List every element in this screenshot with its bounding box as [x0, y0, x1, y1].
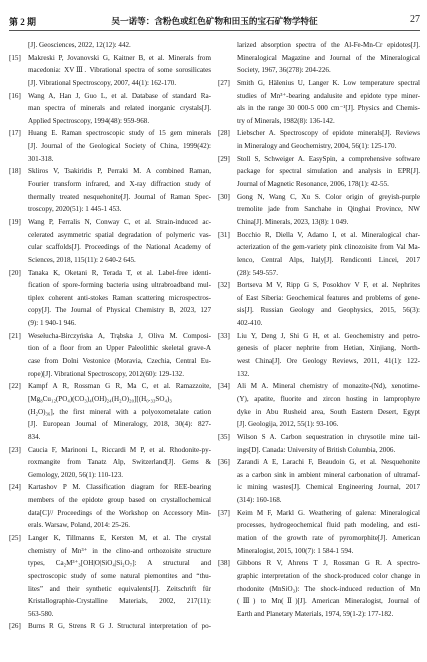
reference-line: [J]. European Journal of Mineralogy, 2018, 30(4): 827-	[28, 420, 211, 429]
reference-entry	[9, 481, 211, 532]
reference-column-left	[9, 39, 211, 633]
reference-line: Gong N, Wang C, Xu S. Color origin of greyish-purple	[237, 192, 420, 201]
reference-line: Huang E. Raman spectroscopic study of 15 gem minerals	[28, 129, 211, 138]
reference-line: celerated asymmetric spatial degradation of polymeric vas-	[28, 230, 211, 239]
reference-line: Applied Spectroscopy, 1994(48): 959-968.	[28, 116, 150, 125]
reference-entry	[218, 153, 420, 191]
reference-line: Wang P, Ferralis N, Conway C, et al. Strain-induced ac-	[28, 217, 211, 226]
reference-number: [37]	[218, 508, 230, 517]
reference-line: Earth and Planetary Materials, 1974, 59(1-2): 177-182.	[237, 609, 394, 618]
reference-line: Kampf A R, Rossman G R, Ma C, et al. Ramazzoite,	[28, 382, 211, 391]
reference-number: [27]	[218, 78, 230, 87]
reference-entry	[218, 77, 420, 128]
reference-line: [J]. Geologija, 2012, 55(1): 93-106.	[237, 420, 339, 429]
reference-line: Burns R G, Strens R G J. Structural interpretation of po-	[28, 622, 211, 631]
reference-number: [31]	[218, 230, 230, 239]
reference-line: tion of a floor from an Upper Paleolithic skeletal grave-A	[28, 344, 211, 353]
reference-line: copy[J]. The Journal of Physical Chemistry B, 2023, 127	[28, 306, 211, 315]
reference-line: west China[J]. Ore Geology Reviews, 2011, 41(1): 122-	[237, 357, 420, 366]
reference-line: thermally treated nesquehonite[J]. Journal of Raman Spec-	[28, 192, 211, 201]
reference-entry	[9, 127, 211, 165]
reference-number: [30]	[218, 192, 230, 201]
page-number: 27	[410, 14, 420, 25]
reference-line: try of Minerals, 1982(8): 136-142.	[237, 116, 335, 125]
reference-number: [20]	[9, 268, 21, 277]
reference-line: rope)[J]. Vibrational Spectroscopy, 2012(60): 129-132.	[28, 369, 184, 378]
reference-line: (H₂O)₃₆], the first mineral with a polyoxometalate cation	[28, 407, 211, 416]
issue-label: 第 2 期	[9, 17, 37, 27]
reference-entry	[218, 279, 420, 330]
reference-number: [23]	[9, 445, 21, 454]
reference-line: ic mining wastes[J]. Chemical Engineering Journal, 2017	[237, 483, 420, 492]
reference-line: (314): 160-168.	[237, 496, 282, 505]
reference-number: [25]	[9, 533, 21, 542]
reference-line: 301-318.	[28, 154, 54, 163]
reference-number: [35]	[218, 432, 230, 441]
reference-line: Wilson S A. Carbon sequestration in chrysotile mine tail-	[237, 432, 420, 441]
reference-line: macedonia: XVⅢ. Vibrational spectra of some sorosilicates	[28, 66, 211, 75]
reference-line: data[C]// Proceedings of the Workshop on Accessory Min-	[28, 508, 211, 517]
reference-entry	[9, 267, 211, 330]
reference-line: [J]. Journal of the Geological Society of China, 1999(42):	[28, 142, 211, 151]
reference-number: [16]	[9, 91, 21, 100]
reference-line: China[J]. Minerals, 2023, 13(8): 1 049.	[237, 217, 349, 226]
reference-line: Stoll S, Schweiger A. EasySpin, a comprehensive software	[237, 154, 420, 163]
reference-line: erals. Warsaw, Poland, 2014: 25-26.	[28, 521, 131, 530]
reference-line: als in the range 30 000-5 000 cm⁻¹[J]. Physics and Chemis-	[237, 104, 420, 113]
reference-entry	[9, 444, 211, 482]
reference-line: Keim M F, Markl G. Weathering of galena: Mineralogical	[237, 508, 420, 517]
reference-line: in Mineralogy and Geochemistry, 2004, 56(1): 125-170.	[237, 142, 397, 151]
reference-number: [15]	[9, 53, 21, 62]
reference-line: Zarandi A E, Larachi F, Beaudoin G, et al. Nesquehonite	[237, 458, 420, 467]
reference-line: case from Dolni Vestonice (Moravia, Czechia, Central Eu-	[28, 357, 211, 366]
reference-line: Society, 1967, 36(278): 204-226.	[237, 66, 331, 75]
reference-line: [J]. Vibrational Spectroscopy, 2007, 44(1): 162-170.	[28, 78, 177, 87]
reference-line: Smith G, Hälenius U, Langer K. Low temperature spectral	[237, 78, 420, 87]
reference-number: [18]	[9, 167, 21, 176]
reference-line: lites” and their synthetic equivalents[J]. Zeitschrift für	[28, 584, 211, 593]
reference-line: man spectra of minerals and related inorganic crystals[J].	[28, 104, 211, 113]
reference-line: Bortseva M V, Ripp G S, Posokhov V F, et al. Nephrites	[237, 281, 420, 290]
reference-number: [26]	[9, 622, 21, 631]
reference-number: [34]	[218, 382, 230, 391]
reference-line: Liu Y, Deng J, Shi G H, et al. Geochemistry and petro-	[237, 331, 420, 340]
reference-line: studies of Mn³⁺-bearing andalusite and epidote type miner-	[237, 91, 420, 100]
reference-entry	[218, 431, 420, 456]
reference-line: Gemology, 2020, 56(1): 110-123.	[28, 470, 124, 479]
reference-entry	[9, 165, 211, 216]
reference-number: [28]	[218, 129, 230, 138]
reference-line: as a carbon sink in ambient mineral carbonation of ultramaf-	[237, 470, 420, 479]
reference-entry	[218, 39, 420, 77]
reference-entry	[218, 191, 420, 229]
running-header	[9, 14, 420, 28]
reference-line: sis[J]. Russian Geology and Geophysics, 2015, 56(3):	[237, 306, 420, 315]
reference-line: Fourier transform infrared, and X-ray diffraction study of	[28, 180, 211, 189]
reference-line: Kristallographie-Crystalline Materials, 2002, 217(11):	[28, 597, 211, 606]
reference-line: Mineralogical Magazine and Journal of the Mineralogical	[237, 53, 420, 62]
reference-line: (Ⅲ) to Mn(Ⅱ)[J]. American Mineralogist, Journal of	[237, 597, 420, 606]
reference-line: processes, hydrogeochemical fluid path modeling, and esti-	[237, 521, 420, 530]
reference-number: [19]	[9, 217, 21, 226]
reference-number: [36]	[218, 458, 230, 467]
reference-entry	[218, 229, 420, 280]
reference-line: genesis of placer nephrite from Hetian, Xinjiang, North-	[237, 344, 420, 353]
reference-line: cular scaffolds[J]. Proceedings of the National Academy of	[28, 243, 211, 252]
reference-number: [17]	[9, 129, 21, 138]
reference-line: tiplex coherent anti-stokes Raman scattering microspectros-	[28, 293, 211, 302]
reference-line: Liebscher A. Spectroscopy of epidote minerals[J]. Reviews	[237, 129, 420, 138]
reference-line: 132.	[237, 369, 250, 378]
reference-line: (28): 549-557.	[237, 268, 278, 277]
reference-line: Tanaka K, Oketani R, Terada T, et al. Label-free identi-	[28, 268, 211, 277]
reference-number: [21]	[9, 331, 21, 340]
reference-line: [J]. Geosciences, 2022, 12(12): 442.	[28, 41, 131, 49]
reference-line: ings[D]. Canada: University of British Columbia, 2006.	[237, 445, 396, 454]
reference-line: Kartashov P M. Classification diagram for REE-bearing	[28, 483, 211, 492]
reference-line: Caucia F, Marinoni L, Riccardi M P, et al. Rhodonite-py-	[28, 445, 211, 454]
reference-line: Mineralogist, 2015, 100(7): 1 584-1 594.	[237, 546, 354, 555]
reference-entry	[218, 380, 420, 431]
reference-entry	[9, 52, 211, 90]
reference-number: [32]	[218, 281, 230, 290]
reference-number: [22]	[9, 382, 21, 391]
reference-line: members of the epidote group based on crystallochemical	[28, 496, 211, 505]
reference-line: 834.	[28, 432, 41, 441]
reference-number: [24]	[9, 483, 21, 492]
running-title: 吴一诺等：含粉色或红色矿物和田玉的宝石矿物学特征	[111, 16, 318, 26]
reference-line: Journal of Magnetic Resonance, 2006, 178(1): 42-55.	[237, 180, 389, 189]
header-rule	[9, 30, 420, 31]
reference-line: dyke in Abu Rusheid area, South Eastern Desert, Egypt	[237, 407, 420, 416]
reference-entry	[9, 330, 211, 381]
reference-line: roxmangite from Tanatz Alp, Switzerland[J]. Gems &	[28, 458, 211, 467]
reference-line: (Y), apatite, fluorite and zircon hosting in lamprophyre	[237, 394, 420, 403]
reference-line: 563-580.	[28, 609, 54, 618]
reference-line: rhodonite (MnSiO₃): The shock-induced reduction of Mn	[237, 584, 420, 593]
reference-entry	[218, 456, 420, 507]
reference-line: [Mg₈Cu₁₂(PO₄)(CO₃)₄(OH)₂₄(H₂O)₂₀][(H₀.₃₃SO₄)₃	[28, 394, 172, 403]
reference-number: [33]	[218, 331, 230, 340]
reference-number: [29]	[218, 154, 230, 163]
reference-line: 402-410.	[237, 319, 263, 328]
reference-line: acterization of the gem-variety pink clinozoisite from Val Ma-	[237, 243, 420, 252]
reference-line: types, Ca₂M³⁺₃[OH|O|SiO₄|Si₂O₇]: A structural and	[28, 559, 211, 568]
reference-line: of East Siberia: Geochemical features and problems of gene-	[237, 293, 420, 302]
reference-entry	[9, 90, 211, 128]
reference-line: chemistry of Mn³⁺ in the clino-and orthozoisite structure	[28, 546, 211, 555]
reference-line: Makreski P, Jovanovski G, Kaitner B, et al. Minerals from	[28, 53, 211, 62]
reference-line: spectroscopic study of some natural piemontites and “thu-	[28, 571, 211, 580]
reference-entry	[9, 216, 211, 267]
reference-line: larized absorption spectra of the Al-Fe-Mn-Cr epidotes[J].	[237, 41, 420, 49]
reference-entry	[9, 380, 211, 443]
reference-entry	[9, 532, 211, 620]
reference-line: tremolite jade from Sanchahe in Qinghai Province, NW	[237, 205, 420, 214]
reference-column-right	[218, 39, 420, 620]
reference-line: Bocchio R, Diella V, Adamo I, et al. Mineralogical char-	[237, 230, 420, 239]
reference-line: Wesełucha-Birczyńska A, Trąbska J, Oliva M. Composi-	[28, 331, 211, 340]
reference-line: fication of spore-forming bacteria using ultrabroadband mul-	[28, 281, 211, 290]
reference-line: Sciences, 2018, 115(11): 2 640-2 645.	[28, 255, 136, 264]
reference-line: lenco, Central Alps, Italy[J]. Rendiconti Lincei, 2017	[237, 255, 420, 264]
reference-entry	[9, 620, 211, 633]
reference-line: Wang A, Han J, Guo L, et al. Database of standard Ra-	[28, 91, 211, 100]
reference-line: Ali M A. Mineral chemistry of monazite-(Nd), xenotime-	[237, 382, 420, 391]
reference-entry	[218, 330, 420, 381]
reference-entry	[218, 507, 420, 558]
reference-line: (9): 1 940-1 946.	[28, 319, 77, 328]
reference-line: graphic interpretation of the shock-produced color change in	[237, 571, 420, 580]
reference-line: Skliros V, Tsakiridis P, Perraki M. A combined Raman,	[28, 167, 211, 176]
reference-line: Gibbons R V, Ahrens T J, Rossman G R. A spectro-	[237, 559, 420, 568]
reference-line: troscopy, 2020(51): 1 445-1 453.	[28, 205, 122, 214]
reference-number: [38]	[218, 559, 230, 568]
reference-entry	[218, 127, 420, 152]
reference-line: Langer K, Tillmanns E, Kersten M, et al. The crystal	[28, 533, 211, 542]
reference-entry	[9, 39, 211, 52]
reference-line: package for spectral simulation and analysis in EPR[J].	[237, 167, 420, 176]
reference-entry	[218, 557, 420, 620]
reference-line: mation of the growth rate of pyromorphite[J]. American	[237, 533, 420, 542]
